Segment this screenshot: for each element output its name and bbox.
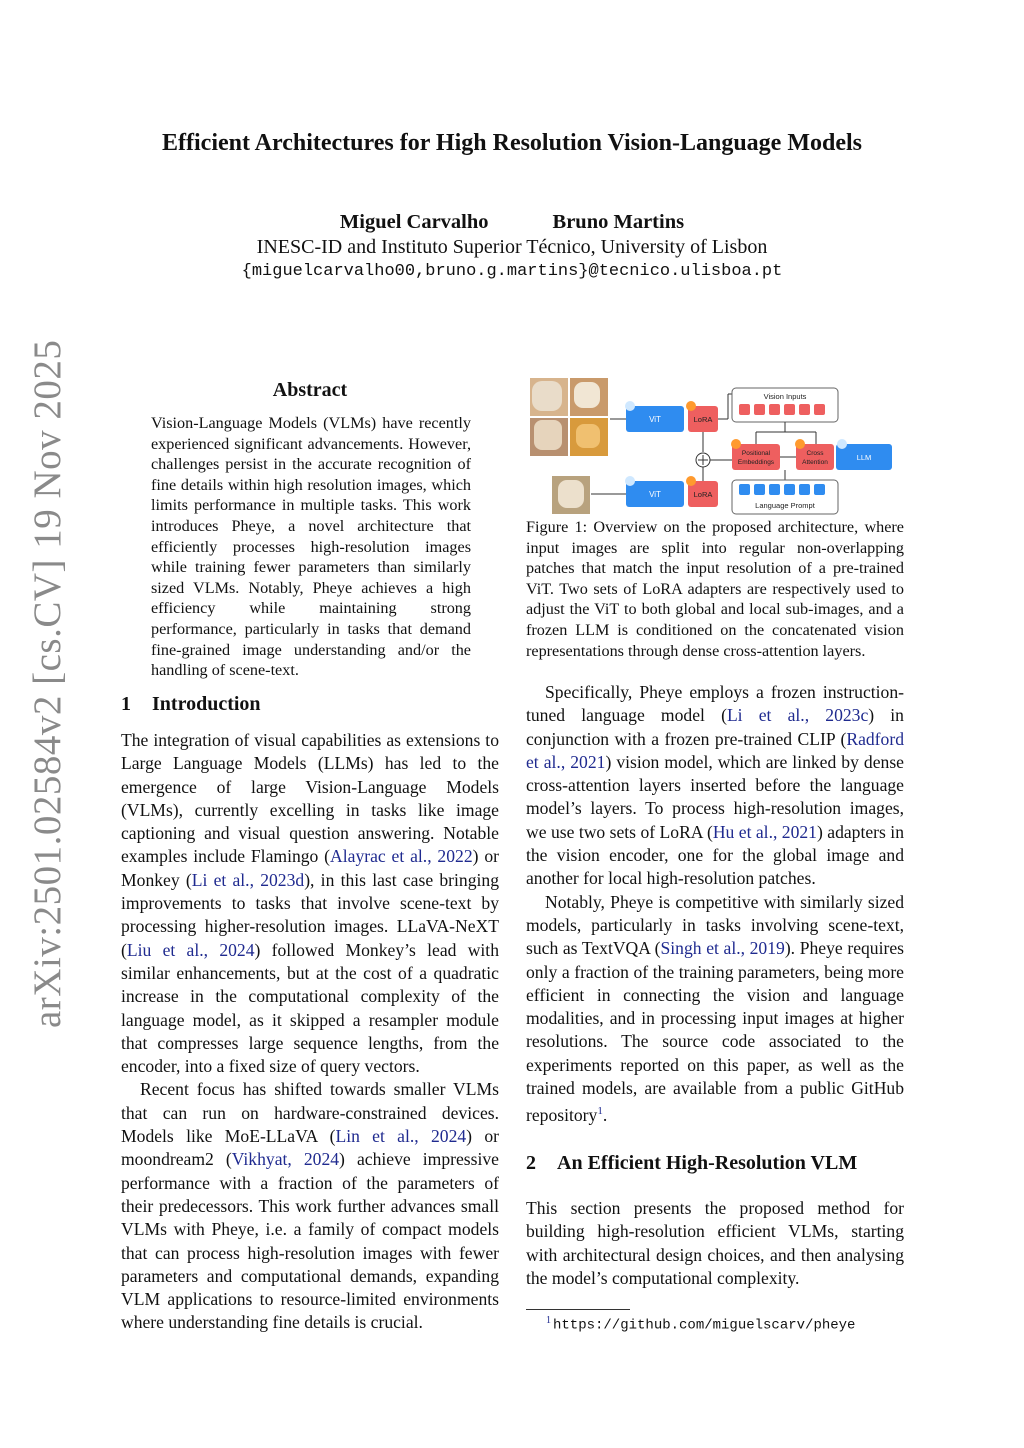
- abstract-heading: Abstract: [272, 379, 348, 401]
- paragraph: Notably, Pheye is competitive with similarly sized models, particularly in tasks involving scene-text, such as TextVQA (Singh et al., 2019). Pheye requires only a fraction of the training parameters, being more efficient in connecting the vision and language modalities, and in processing input images at higher resolutions. The source code associated to the experiments reported on this paper, as well as the trained models, are available from a public GitHub repository$^1$.: [526, 891, 905, 1126]
- label: LLM: [856, 453, 872, 462]
- svg-text:Positional: Positional: [741, 450, 771, 457]
- llm-block: [836, 439, 892, 470]
- section-number: 2: [526, 1152, 536, 1174]
- citation-link[interactable]: Li et al., 2023c: [726, 705, 869, 726]
- section-title: An Efficient High-Resolution VLM: [557, 1152, 858, 1174]
- footnote: [546, 1315, 855, 1334]
- global-image-thumbnail: [552, 476, 590, 514]
- introduction-body: [121, 729, 499, 1335]
- section2-body: [526, 1197, 904, 1290]
- label: Vision Inputs: [763, 392, 807, 401]
- figure-caption: Figure 1: Overview on the proposed architecture, where input images are split into regular non-overlapping patches that match the input resolution of a pre-trained ViT. Two sets of LoRA adapters are respectively used to adjust the ViT to both global and local sub-images, and a frozen LLM is conditioned on the concatenated vision representations through dense cross-attention layers.: [526, 518, 904, 660]
- footnote-divider: [526, 1309, 630, 1310]
- section-number: 1: [121, 693, 131, 715]
- flame-icon: [731, 439, 741, 449]
- svg-text:Attention: Attention: [802, 459, 828, 466]
- flame-icon: [686, 476, 696, 486]
- paragraph: The integration of visual capabilities as extensions to Large Language Models (LLMs) has led to the emergence of large Vision-Language Models (VLMs), currently excelling in tasks like image captioning and visual question answering. Notable examples include Flamingo (Alayrac et al., 2022) or Monkey (Li et al., 2023d), in this last case bringing improvements to tasks that involve scene-text by processing higher-resolution images. LLaVA-NeXT (Liu et al., 2024) followed Monkey’s lead with similar enhancements, but at the cost of a quadratic increase in the computational complexity of the language model, as it skipped a resampler module that compresses large sequence lengths, from the encoder, into a fixed size of query vectors.: [121, 730, 499, 1077]
- citation-link[interactable]: Li et al., 2023d: [191, 869, 305, 890]
- vision-inputs-box: [732, 388, 838, 422]
- figure-architecture: [526, 376, 904, 516]
- authors: [0, 211, 1024, 234]
- vit-encoder-top: [625, 401, 684, 432]
- flame-icon: [795, 439, 805, 449]
- label: Language Prompt: [755, 501, 815, 510]
- citation-link[interactable]: Vikhyat, 2024: [231, 1149, 340, 1170]
- paragraph: Recent focus has shifted towards smaller VLMs that can run on hardware-constrained devices. Models like MoE-LLaVA (Lin et al., 2024) or moondream2 (Vikhyat, 2024) achieve impressive performance with a fraction of the parameters of their predecessors. This work further advances small VLMs with Pheye, i.e. a family of compact models that can process high-resolution images with fewer parameters and computational demands, expanding VLM applications to resource-limited environments where understanding fine details is crucial.: [121, 1079, 499, 1333]
- citation-link[interactable]: Singh et al., 2019: [660, 938, 785, 959]
- right-column-body: [526, 681, 904, 1128]
- label: ViT: [649, 490, 661, 499]
- abstract-text: Vision-Language Models (VLMs) have recently experienced significant advancements. However, challenges persist in the accurate recognition of fine details within high resolution images, which limits performance in multiple tasks. This work introduces Pheye, a novel architecture that efficiently processes high-resolution images while training fewer parameters than similarly sized VLMs. Notably, Pheye achieves a high efficiency while maintaining strong performance, particularly in tasks that demand fine-grained image understanding and/or the handling of scene-text.: [151, 414, 471, 680]
- paragraph: This section presents the proposed method for building high-resolution efficient VLMs, starting with architectural design choices, and then analysing the model’s computational complexity.: [526, 1198, 904, 1288]
- snowflake-icon: [837, 439, 847, 449]
- snowflake-icon: [625, 476, 635, 486]
- footnote-url[interactable]: https://github.com/miguelscarv/pheye: [553, 1317, 856, 1334]
- svg-text:Cross: Cross: [806, 450, 824, 457]
- author-name: Bruno Martins: [552, 211, 685, 233]
- paragraph: Specifically, Pheye employs a frozen instruction-tuned language model (Li et al., 2023c) in conjunction with a frozen pre-trained CLIP (Radford et al., 2021) vision model, which are linked by dense cross-attention layers inserted before the language model’s layers. To process high-resolution images, we use two sets of LoRA (Hu et al., 2021) adapters in the vision encoder, one for the global image and another for local high-resolution patches.: [526, 682, 904, 889]
- label: LoRA: [693, 490, 713, 499]
- lora-adapter-bottom: [686, 476, 718, 507]
- paper-title: Efficient Architectures for High Resolution Vision-Language Models: [162, 130, 862, 156]
- citation-link[interactable]: Lin et al., 2024: [335, 1126, 467, 1147]
- citation-link[interactable]: Radford et al., 2021: [526, 728, 904, 772]
- affiliation: INESC-ID and Instituto Superior Técnico, University of Lisbon: [256, 236, 768, 258]
- lora-adapter-top: [686, 401, 718, 432]
- footnote-marker[interactable]: 1: [597, 1105, 603, 1118]
- arxiv-identifier: arXiv:2501.02584v2 [cs.CV] 19 Nov 2025: [26, 339, 69, 1028]
- citation-link[interactable]: Hu et al., 2021: [712, 821, 817, 842]
- footnote-number: 1: [546, 1315, 551, 1326]
- section-heading-introduction: [121, 693, 261, 716]
- author-emails: {miguelcarvalho00,bruno.g.martins}@tecnico.ulisboa.pt: [241, 262, 783, 281]
- label: ViT: [649, 415, 661, 424]
- cross-attention-block: [795, 439, 834, 470]
- architecture-diagram: [526, 376, 904, 516]
- snowflake-icon: [625, 401, 635, 411]
- section-heading-method: [526, 1152, 857, 1175]
- citation-link[interactable]: Liu et al., 2024: [126, 939, 255, 960]
- author-name: Miguel Carvalho: [339, 211, 489, 233]
- flame-icon: [686, 401, 696, 411]
- citation-link[interactable]: Alayrac et al., 2022: [330, 846, 473, 867]
- image-patches: [530, 378, 608, 456]
- svg-text:Embeddings: Embeddings: [737, 459, 775, 466]
- vit-encoder-bottom: [625, 476, 684, 507]
- label: LoRA: [693, 415, 713, 424]
- section-title: Introduction: [152, 693, 261, 715]
- language-prompt-box: [732, 480, 838, 514]
